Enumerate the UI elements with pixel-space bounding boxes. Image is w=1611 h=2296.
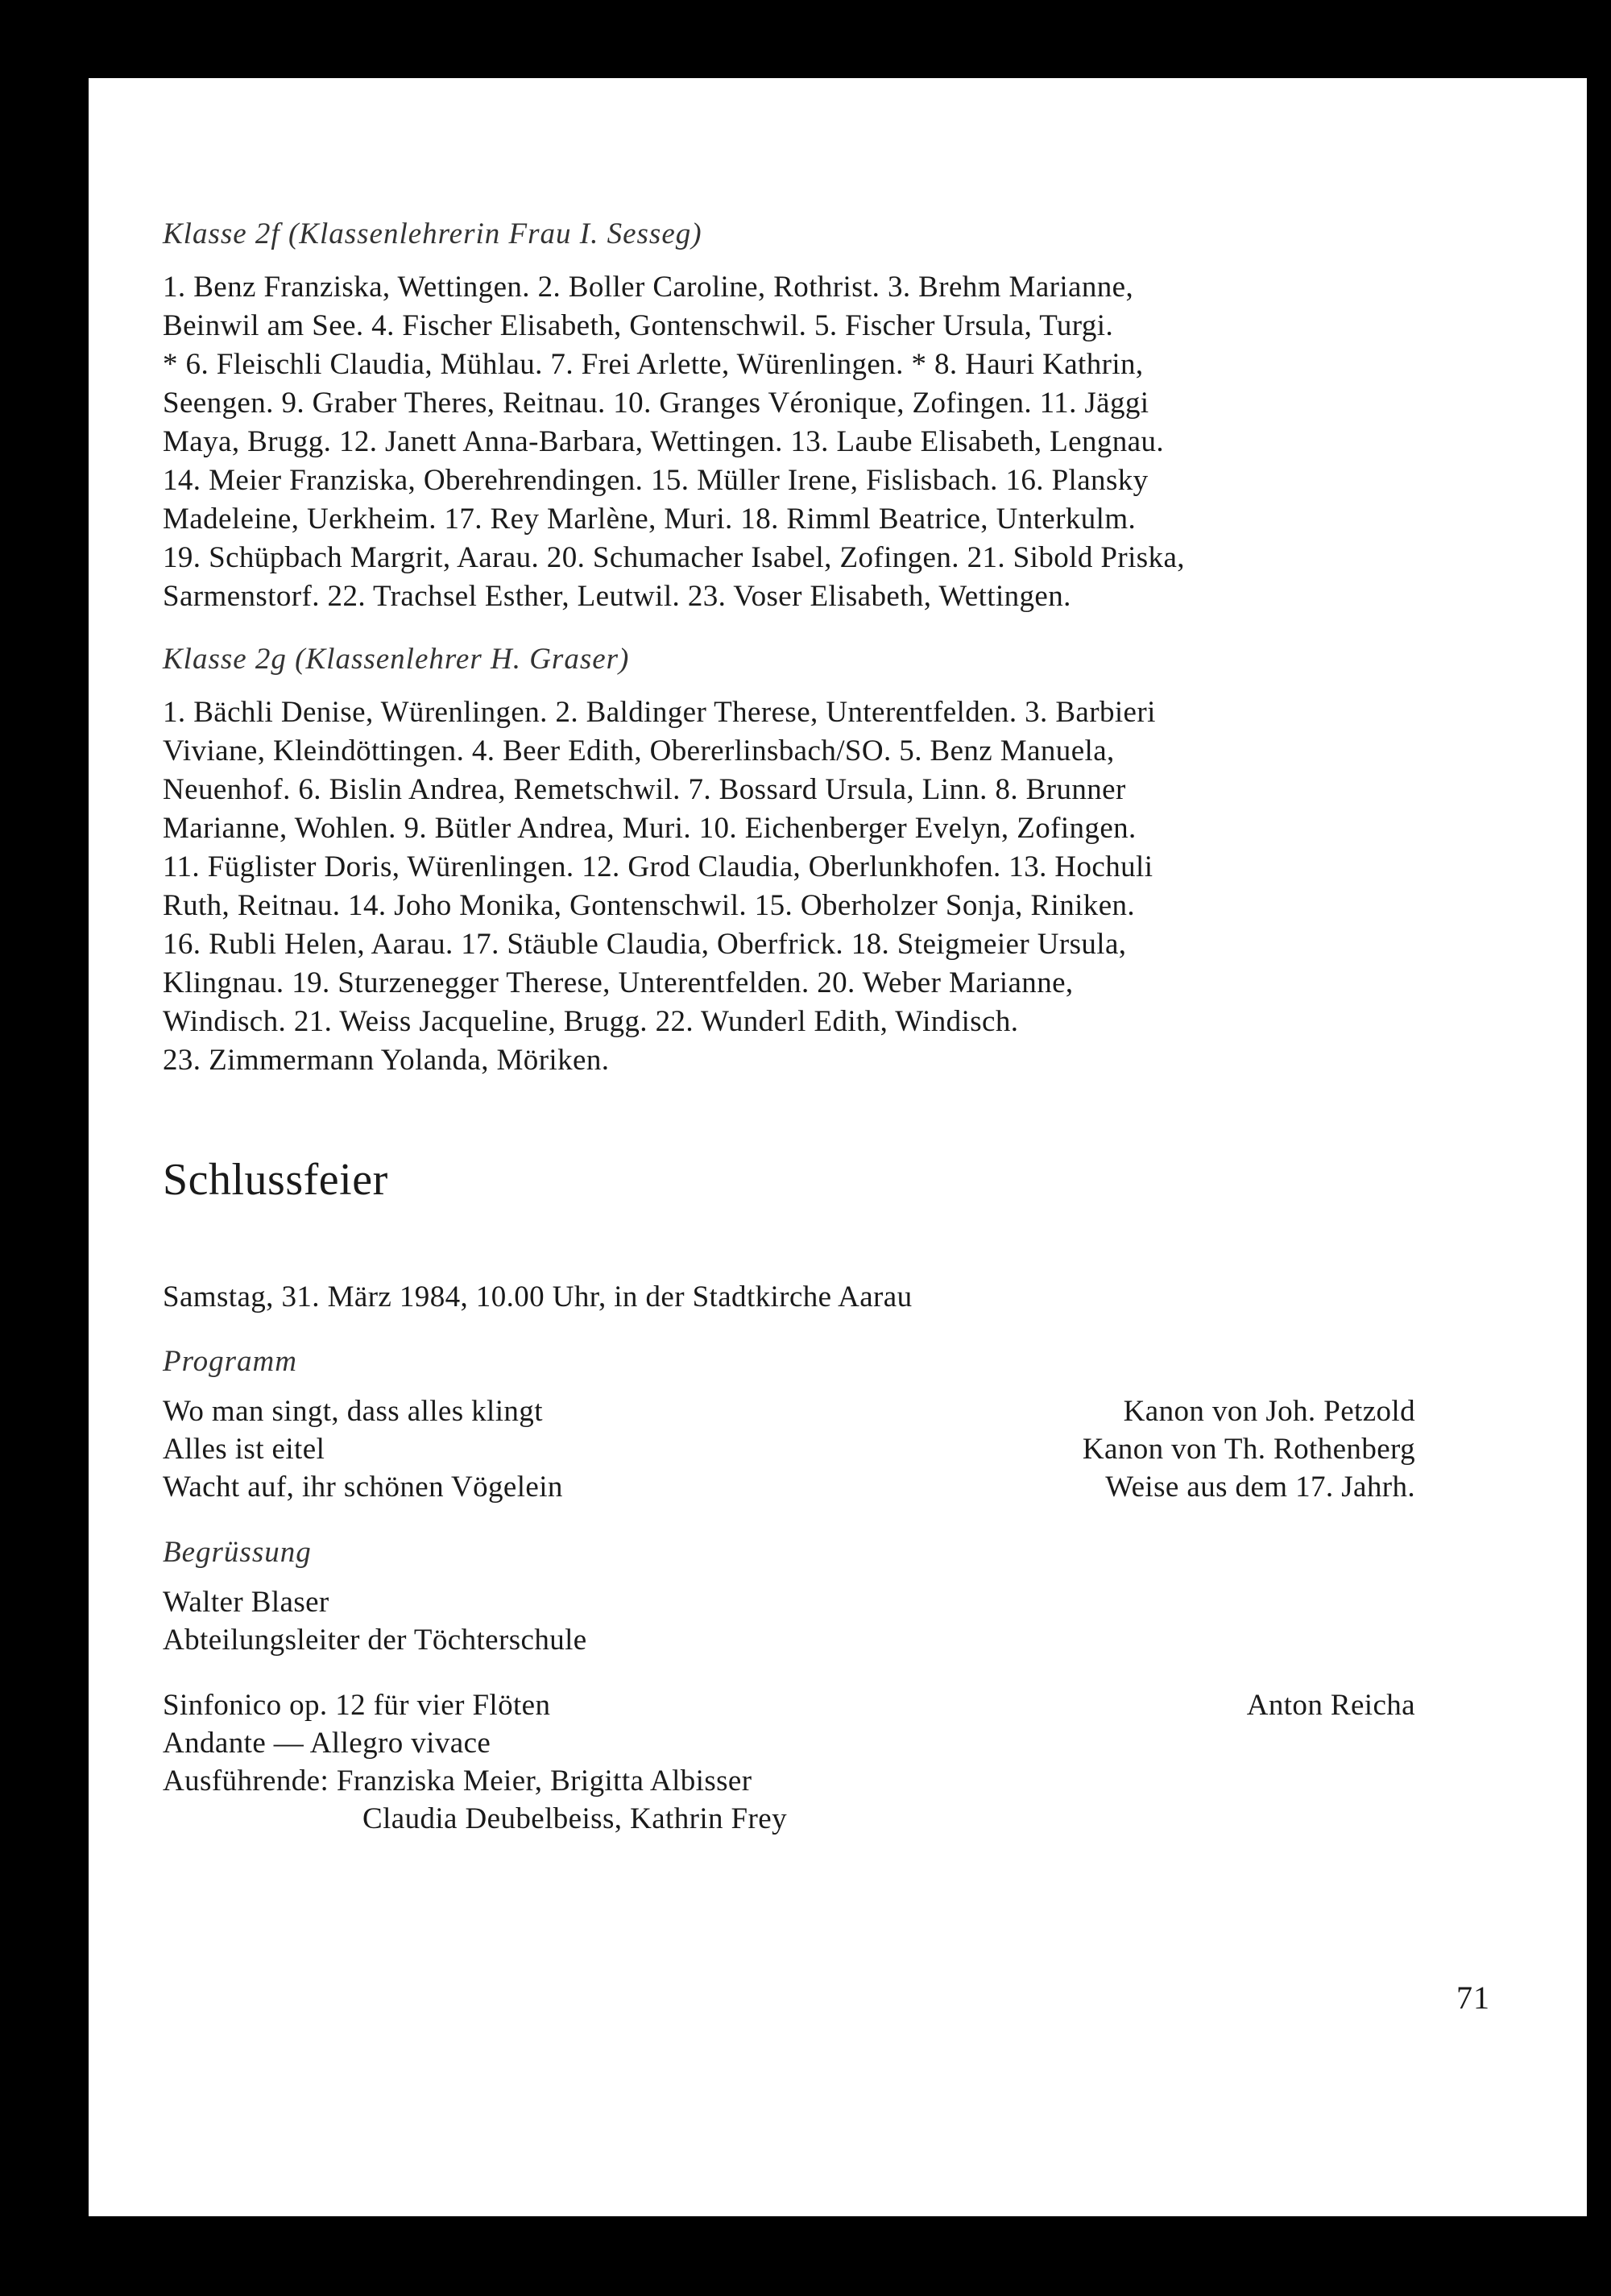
speaker-role [163, 1621, 1415, 1659]
performers-line-1: Ausführende: Franziska Meier, Brigitta Albisser [163, 1764, 752, 1797]
performers-row-2 [163, 1800, 1415, 1838]
piece-block [163, 1686, 1415, 1838]
class-2f-line: Beinwil am See. 4. Fischer Elisabeth, Gontenschwil. 5. Fischer Ursula, Turgi. [163, 309, 1114, 342]
class-2g-line: Viviane, Kleindöttingen. 4. Beer Edith, Obererlinsbach/SO. 5. Benz Manuela, [163, 734, 1115, 767]
piece-composer: Anton Reicha [1246, 1689, 1415, 1722]
document-page [89, 78, 1587, 2216]
speaker-name-text: Walter Blaser [163, 1586, 329, 1619]
page-content [163, 215, 1415, 1865]
class-2g-line: Marianne, Wohlen. 9. Bütler Andrea, Muri. 10. Eichenberger Evelyn, Zofingen. [163, 812, 1137, 845]
class-2f-line: Maya, Brugg. 12. Janett Anna-Barbara, Wettingen. 13. Laube Elisabeth, Lengnau. [163, 425, 1165, 458]
class-2f-line: * 6. Fleischli Claudia, Mühlau. 7. Frei Arlette, Würenlingen. * 8. Hauri Kathrin, [163, 348, 1144, 381]
class-2g-line: Ruth, Reitnau. 14. Joho Monika, Gontenschwil. 15. Oberholzer Sonja, Riniken. [163, 889, 1136, 922]
piece-title: Sinfonico op. 12 für vier Flöten [163, 1689, 551, 1722]
speaker-block [163, 1583, 1415, 1659]
class-2f-line: 19. Schüpbach Margrit, Aarau. 20. Schumacher Isabel, Zofingen. 21. Sibold Priska, [163, 541, 1185, 574]
performers-row [163, 1762, 1415, 1800]
class-2g-heading: Klasse 2g (Klassenlehrer H. Graser) [163, 643, 630, 676]
class-2f-line: 14. Meier Franziska, Oberehrendingen. 15. Müller Irene, Fislisbach. 16. Plansky [163, 464, 1149, 497]
song-credit: Weise aus dem 17. Jahrh. [1105, 1471, 1415, 1504]
song-row [163, 1468, 1415, 1506]
class-2f-heading: Klasse 2f (Klassenlehrerin Frau I. Sesseg) [163, 217, 702, 250]
speaker-role-text: Abteilungsleiter der Töchterschule [163, 1624, 587, 1657]
class-2g-line: Klingnau. 19. Sturzenegger Therese, Unterentfelden. 20. Weber Marianne, [163, 966, 1074, 999]
piece-movements-row [163, 1724, 1415, 1762]
section-title: Schlussfeier [163, 1155, 388, 1205]
song-title: Wacht auf, ihr schönen Vögelein [163, 1471, 563, 1504]
programm-heading: Programm [163, 1345, 297, 1378]
song-title: Alles ist eitel [163, 1433, 325, 1466]
song-credit: Kanon von Th. Rothenberg [1082, 1433, 1415, 1466]
performers-line-2: Claudia Deubelbeiss, Kathrin Frey [362, 1802, 787, 1835]
class-2f-list [163, 268, 1415, 616]
song-title: Wo man singt, dass alles klingt [163, 1395, 543, 1428]
song-row [163, 1430, 1415, 1468]
class-2g-line: Windisch. 21. Weiss Jacqueline, Brugg. 22. Wunderl Edith, Windisch. [163, 1005, 1019, 1038]
class-2f-line: Sarmenstorf. 22. Trachsel Esther, Leutwil. 23. Voser Elisabeth, Wettingen. [163, 580, 1071, 613]
song-row [163, 1392, 1415, 1430]
begruessung-heading: Begrüssung [163, 1536, 312, 1569]
event-date-line: Samstag, 31. März 1984, 10.00 Uhr, in der Stadtkirche Aarau [163, 1280, 913, 1313]
piece-row [163, 1686, 1415, 1724]
piece-movements: Andante — Allegro vivace [163, 1727, 491, 1760]
class-2g-line: Neuenhof. 6. Bislin Andrea, Remetschwil. 7. Bossard Ursula, Linn. 8. Brunner [163, 773, 1126, 806]
song-list [163, 1392, 1415, 1506]
class-2g-line: 16. Rubli Helen, Aarau. 17. Stäuble Claudia, Oberfrick. 18. Steigmeier Ursula, [163, 928, 1127, 961]
class-2f-line: Seengen. 9. Graber Theres, Reitnau. 10. Granges Véronique, Zofingen. 11. Jäggi [163, 387, 1149, 420]
speaker-name [163, 1583, 1415, 1621]
song-credit: Kanon von Joh. Petzold [1123, 1395, 1415, 1428]
class-2f-line: 1. Benz Franziska, Wettingen. 2. Boller Caroline, Rothrist. 3. Brehm Marianne, [163, 271, 1134, 304]
class-2g-list [163, 693, 1415, 1080]
class-2f-line: Madeleine, Uerkheim. 17. Rey Marlène, Muri. 18. Rimml Beatrice, Unterkulm. [163, 503, 1137, 536]
page-number: 71 [1456, 1980, 1490, 2016]
class-2g-line: 1. Bächli Denise, Würenlingen. 2. Baldinger Therese, Unterentfelden. 3. Barbieri [163, 696, 1156, 729]
class-2g-line: 11. Füglister Doris, Würenlingen. 12. Grod Claudia, Oberlunkhofen. 13. Hochuli [163, 850, 1153, 883]
class-2g-line: 23. Zimmermann Yolanda, Möriken. [163, 1044, 610, 1077]
